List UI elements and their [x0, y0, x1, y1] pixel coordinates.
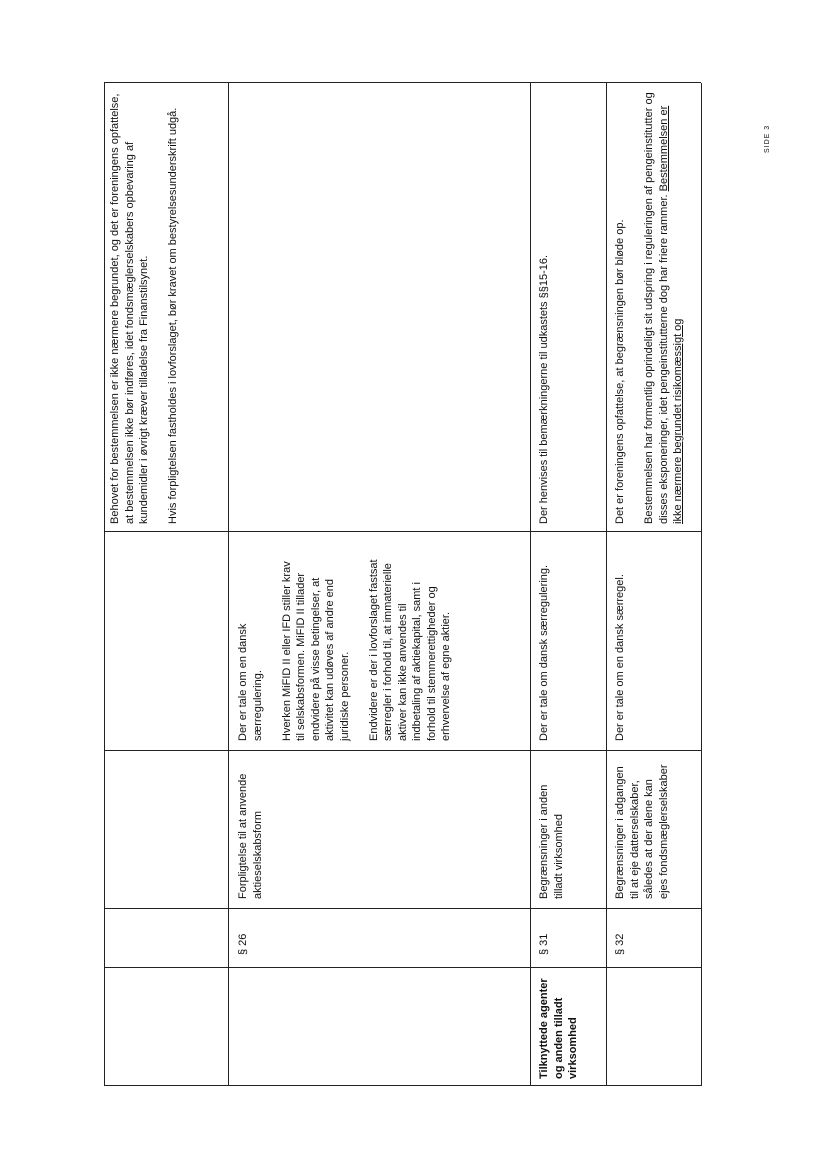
- row3-comment-paragraph-2: [642, 89, 686, 524]
- row2-area: Tilknyttede agenter og anden tilladt virksomhed: [538, 978, 579, 1079]
- row1-assessment-paragraph-1: Der er tale om en dansk særregulering.: [237, 623, 264, 741]
- row3-comment-cell: [613, 89, 686, 524]
- row1-topic: Forpligtelse til at anvende aktieselskabsform: [237, 773, 264, 899]
- row3-comment-paragraph-1: Det er foreningens opfattelse, at begrænsningen bør bløde op.: [614, 219, 626, 524]
- row-divider-2: [530, 83, 531, 1086]
- table-border-right: [104, 82, 701, 83]
- table-border-bottom: [701, 83, 702, 1086]
- row1-assessment-paragraph-2: Hverken MiFID II eller IFD stiller krav til selskabsformen. MiFID II tillader endvidere på visse betingelser, at aktivitet kan udøves af andre end juridiske personer.: [280, 561, 351, 741]
- row3-comment-text: Bestemmelsen har formentlig oprindeligt sit udspring i reguleringen af pengeinstitutter og disses eksponeringer, idet pengeinstitutterne dog har friere rammer.: [643, 92, 670, 524]
- row3-section: § 32: [614, 933, 626, 955]
- row-divider-3: [606, 83, 607, 1086]
- col-divider-4: [104, 531, 701, 532]
- row2-comment: Der henvises til bemærkningerne til udkastets §§15-16.: [538, 254, 550, 524]
- row2-section: § 31: [538, 933, 550, 955]
- row3-assessment: Der er tale om en dansk særregel.: [614, 574, 626, 741]
- row1-section: § 26: [237, 933, 249, 955]
- row2-topic: Begrænsninger i anden tilladt virksomhed: [538, 784, 565, 899]
- row1-assessment-paragraph-3: Endvidere er der i lovforslaget fastsat særregler i forhold til, at immaterielle aktiver kan ikke anvendes til indbetaling af aktiekapital, samt i forhold til stemmerettigheder og erhvervelse af egne aktier.: [367, 559, 452, 741]
- row0-comment-paragraph-2: Hvis forpligtelsen fastholdes i lovforslaget, bør kravet om bestyrelsesunderskrift udgå.: [167, 107, 179, 524]
- row2-assessment: Der er tale om dansk særregulering.: [538, 564, 550, 741]
- row-divider-1: [228, 83, 229, 1086]
- table-border-top: [104, 83, 105, 1086]
- col-divider-3: [104, 750, 701, 751]
- row0-comment-paragraph-1: Behovet for bestemmelsen er ikke nærmere begrundet, og det er foreningens opfattelse, at bestemmelsen ikke bør indføres, idet fondsmæglerselskabers opbevaring af kundemidler i øvrigt kræver tilladelse fra Finanstilsynet.: [109, 93, 150, 524]
- page-number-label: SIDE 3: [764, 124, 771, 153]
- row1-assessment-cell: [236, 551, 454, 741]
- row3-topic: Begrænsninger i adgangen til at eje datterselskaber, således at der alene kan ejes fondsmæglerselskaber: [614, 764, 670, 899]
- table-border-left: [104, 1085, 701, 1086]
- col-divider-2: [104, 908, 701, 909]
- col-divider-1: [104, 967, 701, 968]
- row3-comment-underlined-text: Bestemmelsen er ikke nærmere begrundet risikomæssigt og: [657, 105, 684, 524]
- row0-comment-cell: [108, 89, 181, 524]
